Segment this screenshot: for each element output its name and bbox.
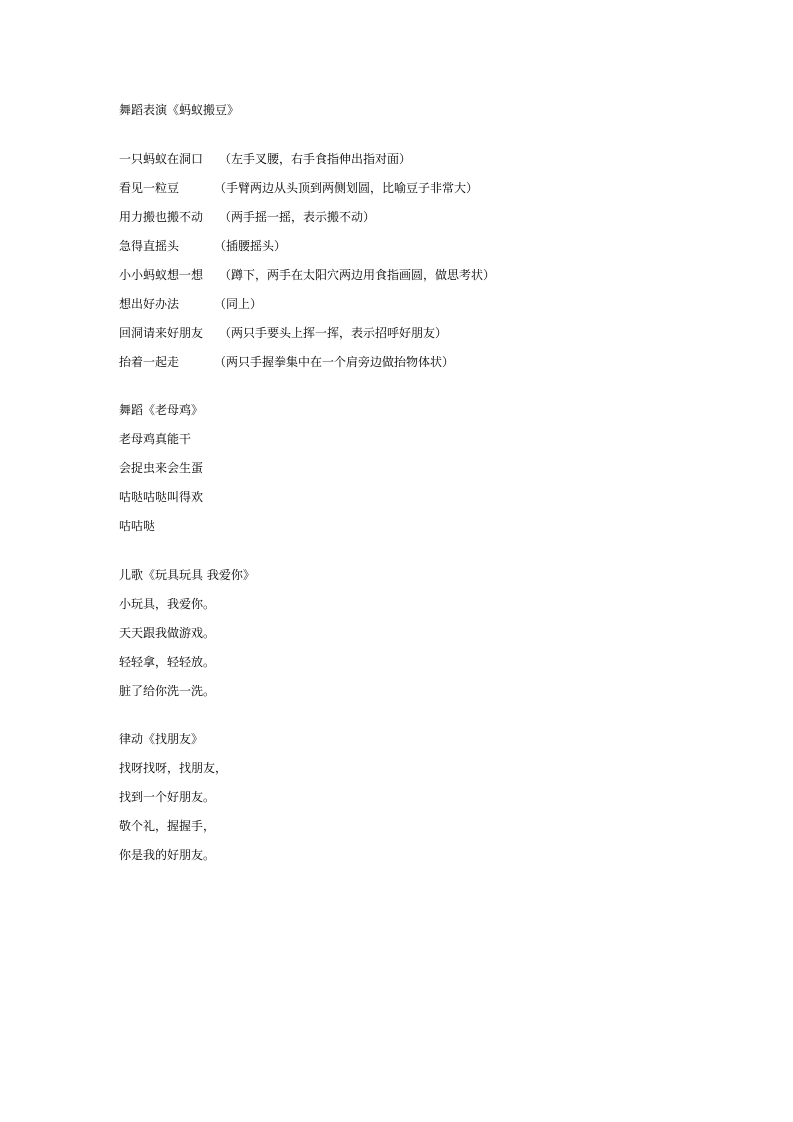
lyric-line: 抬着一起走: [119, 355, 180, 369]
lyric-line: 敬个礼，握握手，: [119, 819, 216, 833]
lyric-line: 用力搬也搬不动: [119, 210, 204, 224]
action-note: （两只手要头上挥一挥，表示招呼好朋友）: [219, 326, 448, 340]
lyric-line: 回洞请来好朋友: [119, 326, 204, 340]
action-note: （蹲下，两手在太阳穴两边用食指画圆，做思考状）: [219, 268, 496, 282]
lyric-line: 找呀找呀，找朋友，: [119, 761, 228, 775]
lyric-line: 找到一个好朋友。: [119, 790, 216, 804]
lyric-line: 天天跟我做游戏。: [119, 626, 216, 640]
lyric-line: 轻轻拿，轻轻放。: [119, 655, 216, 669]
section-title-hen: 舞蹈《老母鸡》: [119, 403, 204, 417]
action-note: （两只手握拳集中在一个肩旁边做抬物体状）: [214, 355, 455, 369]
action-note: （两手摇一摇，表示搬不动）: [219, 210, 376, 224]
action-note: （左手叉腰，右手食指伸出指对面）: [219, 152, 412, 166]
lyric-line: 小小蚂蚁想一想: [119, 268, 204, 282]
lyric-line: 看见一粒豆: [119, 181, 180, 195]
lyric-line: 咕咕哒: [119, 519, 156, 533]
lyric-line: 想出好办法: [119, 297, 180, 311]
lyric-line: 老母鸡真能干: [119, 432, 192, 446]
section-title-friends: 律动《找朋友》: [119, 732, 204, 746]
action-note: （同上）: [214, 297, 263, 311]
section-title-toys: 儿歌《玩具玩具 我爱你》: [119, 568, 255, 582]
lyric-line: 会捉虫来会生蛋: [119, 461, 204, 475]
lyric-line: 你是我的好朋友。: [119, 848, 216, 862]
section-title-ant: 舞蹈表演《蚂蚁搬豆》: [119, 103, 240, 117]
lyric-line: 咕哒咕哒叫得欢: [119, 490, 204, 504]
lyric-line: 一只蚂蚁在洞口: [119, 152, 204, 166]
action-note: （插腰摇头）: [214, 239, 287, 253]
lyric-line: 小玩具，我爱你。: [119, 597, 216, 611]
action-note: （手臂两边从头顶到两侧划圆，比喻豆子非常大）: [214, 181, 479, 195]
lyric-line: 脏了给你洗一洗。: [119, 684, 216, 698]
lyric-line: 急得直摇头: [119, 239, 180, 253]
